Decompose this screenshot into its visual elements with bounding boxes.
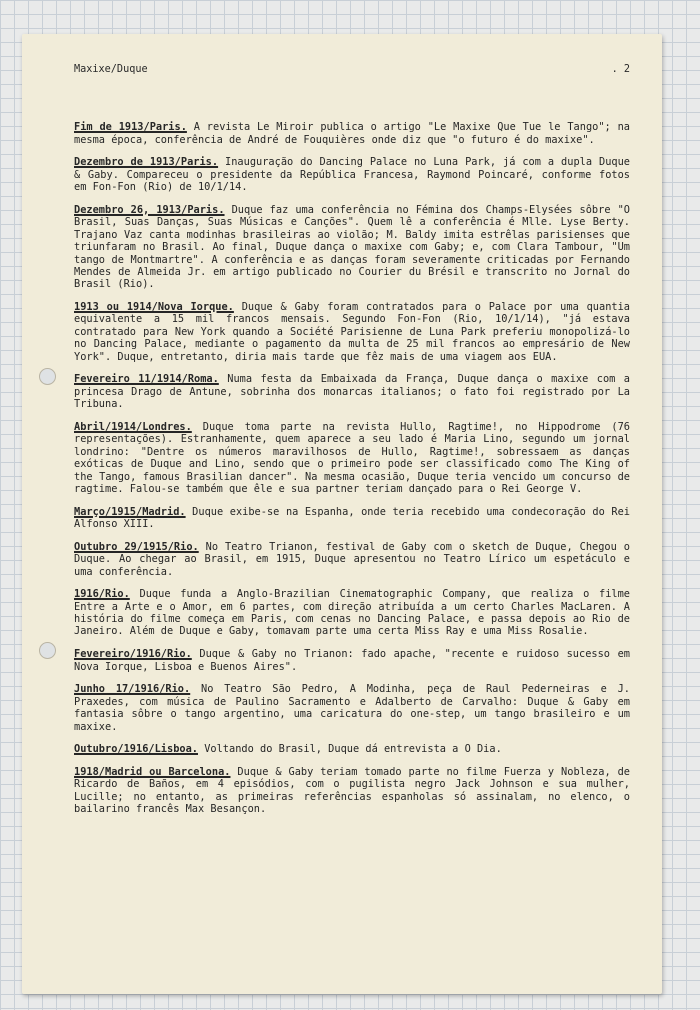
entry-text: No Teatro São Pedro, A Modinha, peça de Raul Pederneiras e J. Praxedes, com música de Paulino Sacramento e Adalberto de Carvalho: Duque & Gaby em fantasia sôbre o tango argentino, uma caricatura do one-step, um tango brasileiro e um maxixe. xyxy=(74,683,631,733)
entry-date: 1916/Rio. xyxy=(74,588,130,601)
entry-date: Outubro/1916/Lisboa. xyxy=(74,743,198,756)
entry-text: Inauguração do Dancing Palace no Luna Park, já com a dupla Duque & Gaby. Compareceu o presidente da República Francesa, Raymond Poincaré, conforme fotos em Fon-Fon (Rio) de 10/1/14. xyxy=(74,156,630,194)
entry-date: Abril/1914/Londres. xyxy=(74,420,192,433)
entry-6 xyxy=(74,421,630,495)
entry-4 xyxy=(74,301,630,363)
entry-date: Março/1915/Madrid. xyxy=(74,505,186,518)
punch-hole-bottom xyxy=(39,642,56,659)
entry-13 xyxy=(74,766,630,816)
page-header xyxy=(74,64,630,75)
entry-1 xyxy=(74,121,630,146)
entry-3 xyxy=(74,204,630,291)
entry-date: Dezembro 26, 1913/Paris. xyxy=(74,203,225,216)
entry-text: Duque & Gaby teriam tomado parte no filme Fuerza y Nobleza, de Ricardo de Baños, em 4 episódios, com o pugilista negro Jack Johnson e sua mulher, Lucille; no entanto, as primeiras referências espanholas só assinalam, no elenco, o bailarino francês Max Besançon. xyxy=(74,765,630,816)
entry-2 xyxy=(74,156,630,193)
entry-text: Duque faz uma conferência no Fémina dos Champs-Elysées sôbre "O Brasil, Suas Danças, Suas Músicas e Canções". Quem lê a conferência é Mlle. Lyse Berty. Trajano Vaz canta modinhas brasileiras ao violão; M. Baldy imita estrêlas parisienses que triunfaram no Brasil. Ao final, Duque dança o maxixe com Gaby; e, com Clara Tambour, "Um tango de Montmartre". A conferência e as danças foram severamente criticadas por Fernando Mendes de Almeida Jr. em artigo publicado no Courier du Brésil e transcrito no Jornal do Brasil (Rio). xyxy=(74,203,630,291)
entry-7 xyxy=(74,506,630,531)
punch-hole-top xyxy=(39,368,56,385)
entry-date: 1918/Madrid ou Barcelona. xyxy=(74,765,231,778)
entry-text: Voltando do Brasil, Duque dá entrevista a O Dia. xyxy=(198,743,502,756)
entry-9 xyxy=(74,588,630,638)
chronology-entries xyxy=(74,111,630,822)
entry-8 xyxy=(74,541,630,578)
entry-date: Fevereiro/1916/Rio. xyxy=(74,648,192,661)
entry-date: Fevereiro 11/1914/Roma. xyxy=(74,373,219,386)
header-title: Maxixe/Duque xyxy=(74,64,148,75)
entry-date: Dezembro de 1913/Paris. xyxy=(74,156,219,169)
entry-text: Duque funda a Anglo-Brazilian Cinematographic Company, que realiza o filme Entre a Arte e o Amor, em 6 partes, com direção atribuída a um certo Charles MacLaren. A história do filme começa em Paris, com cenas no Dancing Palace, e passa depois ao Rio de Janeiro. Além de Duque e Gaby, tomavam parte uma certa Miss Ray e uma Miss Rosalie. xyxy=(74,588,630,638)
entry-11 xyxy=(74,683,630,733)
entry-date: Junho 17/1916/Rio. xyxy=(74,683,191,696)
entry-text: Duque & Gaby no Trianon: fado apache, "recente e ruidoso sucesso em Nova Iorque, Lisboa e Buenos Aires". xyxy=(74,648,630,673)
entry-date: 1913 ou 1914/Nova Iorque. xyxy=(74,301,234,314)
entry-date: Outubro 29/1915/Rio. xyxy=(74,540,199,553)
page-number: . 2 xyxy=(611,64,630,75)
entry-text: Numa festa da Embaixada da França, Duque dança o maxixe com a princesa Drago de Antune, sobrinha dos monarcas italianos; o fato foi registrado por La Tribuna. xyxy=(74,373,630,411)
entry-text: Duque exibe-se na Espanha, onde teria recebido uma condecoração do Rei Alfonso XIII. xyxy=(74,505,630,531)
entry-10 xyxy=(74,648,630,673)
entry-text: Duque toma parte na revista Hullo, Ragtime!, no Hippodrome (76 representações). Estranhamente, quem aparece a seu lado é Maria Lino, segundo um jornal londrino: "Dentre os números maravilhosos de Hullo, Ragtime!, sobressaem as danças exóticas de Duque and Lino, sendo que o primeiro pode ser classificado como The King of the Tango, famous Brasilian dancer". Na mesma ocasião, Duque teria vencido um concurso de ragtime. Falou-se também que êle e sua partner teriam dançado para o Rei George V. xyxy=(74,420,630,495)
entry-text: Duque & Gaby foram contratados para o Palace por uma quantia equivalente a 15 mil francos mensais. Segundo Fon-Fon (Rio, 10/1/14), "já estava contratado para New York quando a Société Parisienne de Luna Park preferiu monopolizá-lo no Dancing Palace, mediante o pagamento da multa de 25 mil francos ao empresário de New York". Duque, entretanto, diria mais tarde que fêz mais de uma viagem aos EUA. xyxy=(74,301,631,363)
entry-5 xyxy=(74,373,630,410)
entry-text: A revista Le Miroir publica o artigo "Le Maxixe Que Tue le Tango"; na mesma época, conferência de André de Fouquières onde diz que "o futuro é do maxixe". xyxy=(74,121,631,146)
entry-12 xyxy=(74,743,630,755)
entry-date: Fim de 1913/Paris. xyxy=(74,121,187,134)
entry-text: No Teatro Trianon, festival de Gaby com o sketch de Duque, Chegou o Duque. Ao chegar ao Brasil, em 1915, Duque apresentou no Teatro Lírico um espetáculo e uma conferência. xyxy=(74,540,630,578)
